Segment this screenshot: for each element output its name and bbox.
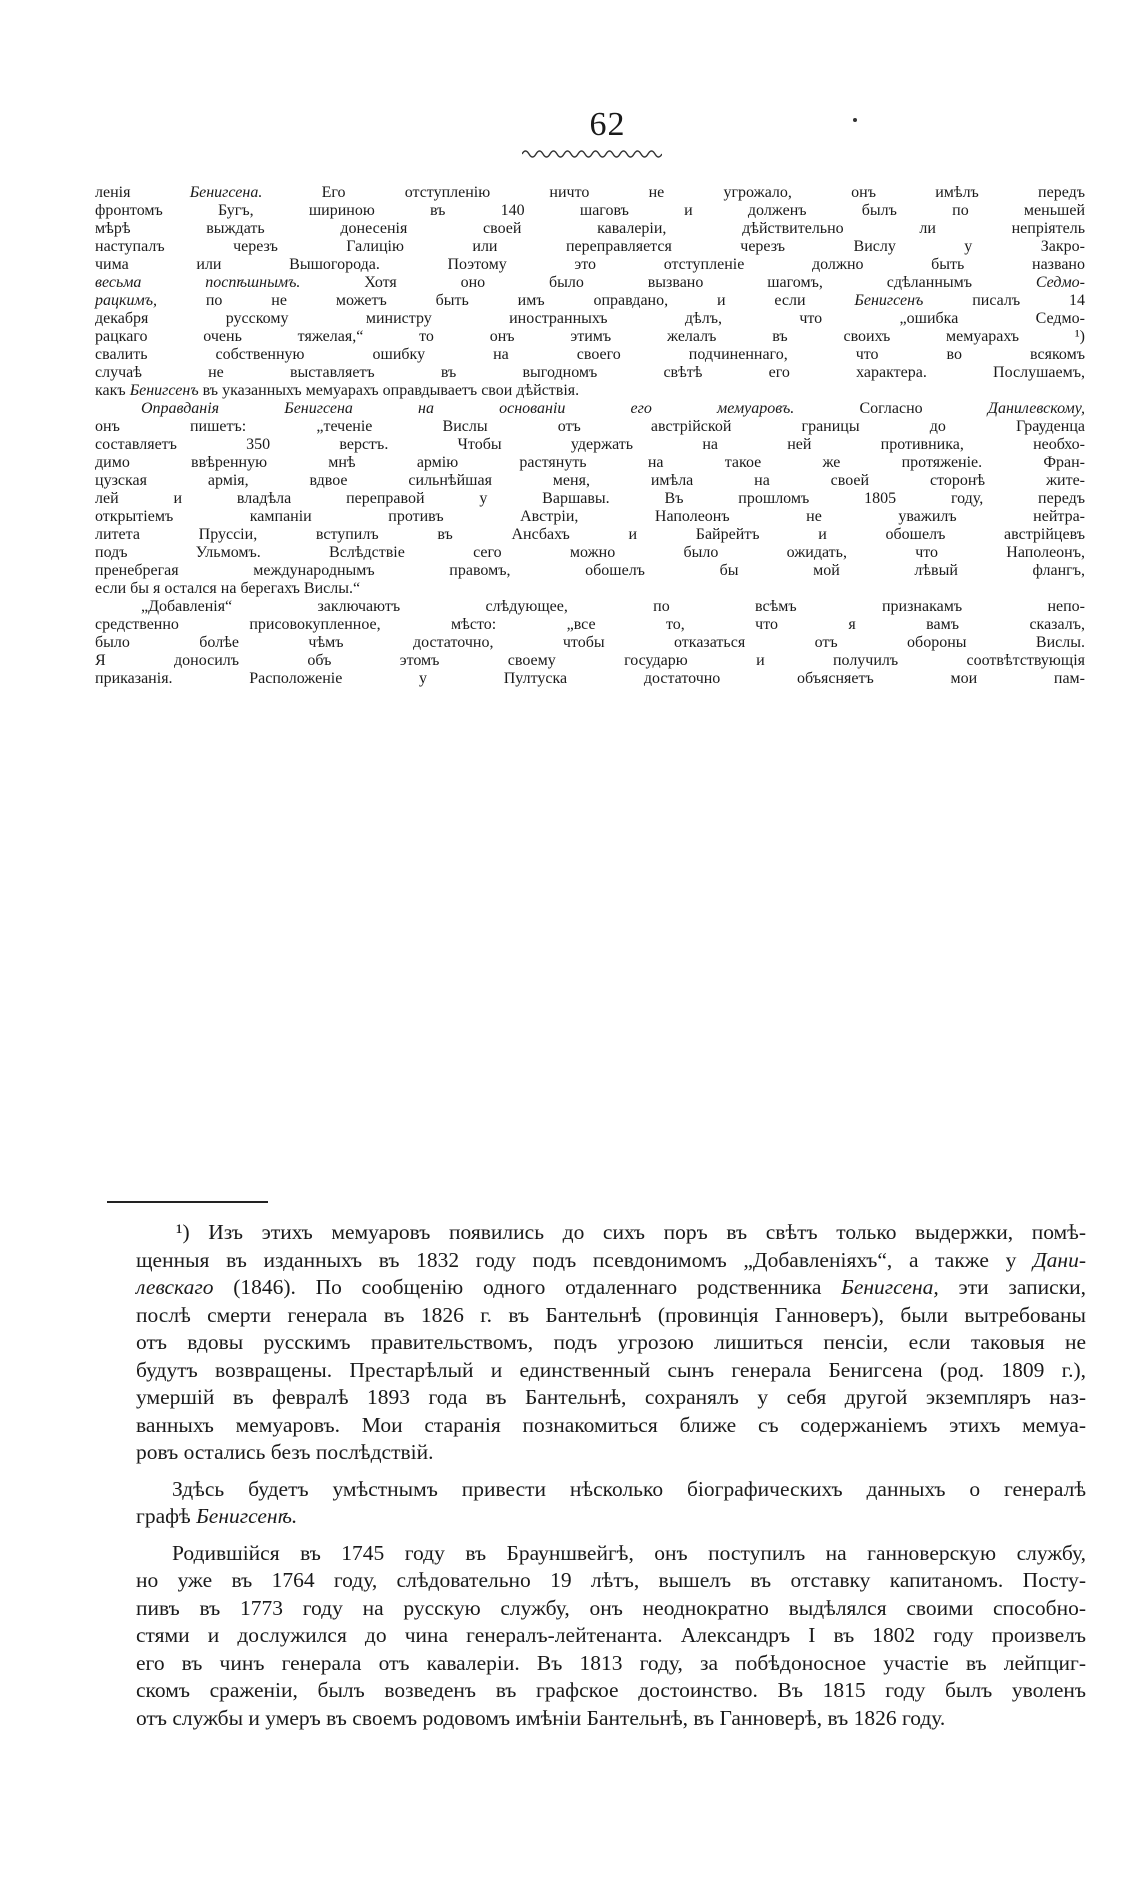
text-run: Я доносилъ объ этомъ своему государю и получилъ соотвѣтствующія (95, 652, 1085, 669)
text-run: средственно присовокупленное, мѣсто: „все то, что я вамъ сказалъ, (95, 616, 1085, 633)
text-run: скомъ сраженіи, былъ возведенъ въ графское достоинство. Въ 1815 году былъ уволенъ (136, 1678, 1086, 1702)
italic-term: Бенигсена. (189, 184, 263, 201)
text-run: декабря русскому министру иностранныхъ дѣлъ, что „ошибка Седмо- (95, 310, 1085, 327)
text-run: случаѣ не выставляетъ въ выгодномъ свѣтѣ его характера. Послушаемъ, (95, 364, 1085, 381)
text-run: рацкаго очень тяжелая,“ то онъ этимъ желалъ въ своихъ мемуарахъ ¹) (95, 328, 1085, 345)
text-run: подъ Ульмомъ. Вслѣдствіе сего можно было ожидать, что Наполеонъ, (95, 544, 1085, 561)
text-line (95, 202, 1085, 220)
text-line (95, 544, 1085, 562)
text-run: Согласно (794, 400, 988, 417)
text-run: писалъ 14 (923, 292, 1086, 309)
text-run: „Добавленія“ заключаютъ слѣдующее, по всѣмъ признакамъ непо- (141, 598, 1085, 615)
text-run: пивъ въ 1773 году на русскую службу, онъ неоднократно выдѣлялся своими способно- (136, 1595, 1086, 1620)
text-line (95, 346, 1085, 364)
text-run: (1846). По сообщенію одного отдаленнаго родственника (213, 1275, 842, 1299)
text-run: будутъ возвращены. Престарѣлый и единственный сынъ генерала Бенигсена (род. 1809 г.), (136, 1357, 1086, 1382)
footnote-line (136, 1329, 1086, 1357)
text-run: эти записки, (938, 1275, 1086, 1299)
main-text (95, 184, 1085, 688)
text-line (95, 580, 1085, 598)
footnote-line (136, 1476, 1086, 1504)
footnote-line (136, 1705, 1086, 1733)
text-run: цузская армія, вдвое сильнѣйшая меня, имѣла на своей сторонѣ жите- (95, 472, 1085, 489)
text-line (95, 328, 1085, 346)
footnote-line (136, 1302, 1086, 1330)
text-line (95, 382, 1085, 400)
text-run: онъ пишетъ: „теченіе Вислы отъ австрійской границы до Грауденца (95, 418, 1085, 435)
page-number: 62 (589, 106, 626, 143)
wavy-rule-ornament (522, 148, 662, 160)
text-run: его въ чинъ генерала отъ кавалеріи. Въ 1813 году, за побѣдоносное участіе въ лейпциг- (136, 1650, 1086, 1675)
text-line (95, 598, 1085, 616)
footnote-line (136, 1247, 1086, 1275)
text-run: лей и владѣла переправой у Варшавы. Въ прошломъ 1805 году, передъ (95, 490, 1085, 507)
footnote-line (136, 1650, 1086, 1678)
footnote-line (136, 1622, 1086, 1650)
text-run: въ указанныхъ мемуарахъ оправдываетъ свои дѣйствія. (198, 382, 580, 399)
text-run: если бы я остался на берегахъ Вислы.“ (95, 580, 361, 597)
text-run: Родившійся въ 1745 году въ Брауншвейгѣ, онъ поступилъ на ганноверскую службу, (172, 1540, 1086, 1565)
italic-term: Бенигсенъ (854, 292, 924, 309)
footnote-line (136, 1540, 1086, 1568)
italic-term: левскаго (136, 1275, 214, 1299)
text-run: ¹) Изъ этихъ мемуаровъ появились до сихъ поръ въ свѣтъ только выдержки, помѣ- (176, 1220, 1086, 1244)
text-line (95, 634, 1085, 652)
text-line (95, 238, 1085, 256)
italic-term: весьма поспѣшнымъ. (95, 274, 301, 291)
italic-term: рацкимъ, (95, 292, 157, 309)
text-line (95, 472, 1085, 490)
text-line (95, 310, 1085, 328)
footnote-paragraph (136, 1476, 1086, 1531)
text-run: чима или Вышогорода. Поэтому это отступленіе должно быть названо (95, 256, 1085, 273)
italic-term: Бенигсена, (841, 1275, 939, 1299)
footnote-line (136, 1384, 1086, 1412)
text-run: наступалъ черезъ Галицію или переправляется черезъ Вислу у Закро- (95, 238, 1085, 255)
text-run: приказанія. Расположеніе у Пултуска достаточно объясняетъ мои пам- (95, 670, 1085, 687)
text-run: мѣрѣ выждать донесенія своей кавалеріи, дѣйствительно ли непріятель (95, 220, 1085, 237)
text-line (95, 274, 1085, 292)
text-line (95, 652, 1085, 670)
italic-term: Седмо- (1035, 274, 1085, 291)
text-run: было болѣе чѣмъ достаточно, чтобы отказаться отъ обороны Вислы. (95, 634, 1085, 651)
text-line (95, 292, 1085, 310)
text-run: составляетъ 350 верстъ. Чтобы удержать на ней противника, необхо- (95, 436, 1085, 453)
footnote-line (136, 1595, 1086, 1623)
footnotes (136, 1219, 1086, 1732)
text-line (95, 508, 1085, 526)
text-run: пренебрегая международнымъ правомъ, обошелъ бы мой лѣвый флангъ, (95, 562, 1085, 579)
text-line (95, 436, 1085, 454)
italic-term: Дани- (1032, 1247, 1086, 1272)
text-run: литета Пруссіи, вступилъ въ Ансбахъ и Байрейтъ и обошелъ австрійцевъ (95, 526, 1085, 543)
text-line (95, 418, 1085, 436)
footnote-paragraph (136, 1540, 1086, 1733)
text-run: умершій въ февралѣ 1893 года въ Бантельнѣ, сохранялъ у себя другой экземпляръ наз- (136, 1385, 1086, 1409)
footnote-line (136, 1357, 1086, 1385)
text-line (95, 616, 1085, 634)
footnote-line (136, 1567, 1086, 1595)
text-run: димо ввѣренную мнѣ армію растянуть на такое же протяженіе. Фран- (95, 454, 1085, 471)
text-run: Его отступленію ничто не угрожало, онъ имѣлъ передъ (262, 184, 1086, 201)
text-run: отъ службы и умеръ въ своемъ родовомъ имѣніи Бантельнѣ, въ Ганноверѣ, въ 1826 году. (136, 1705, 946, 1730)
text-run: открытіемъ кампаніи противъ Австріи, Наполеонъ не уважилъ нейтра- (95, 508, 1085, 525)
text-run: Хотя оно было вызвано шагомъ, сдѣланнымъ (300, 274, 1036, 291)
text-line (95, 400, 1085, 418)
text-run: ленія (95, 184, 190, 201)
text-run: отъ вдовы русскимъ правительствомъ, подъ угрозою лишиться пенсіи, если таковыя не (136, 1330, 1086, 1354)
italic-term: Оправданія Бенигсена на основаніи его мемуаровъ. (141, 400, 795, 417)
footnote-line (136, 1503, 1086, 1531)
text-run: свалить собственную ошибку на своего подчиненнаго, что во всякомъ (95, 346, 1085, 363)
text-line (95, 256, 1085, 274)
text-line (95, 220, 1085, 238)
italic-term: Бенигсенъ (129, 382, 199, 399)
text-line (95, 670, 1085, 688)
text-run: графѣ (136, 1504, 197, 1528)
footnote-line (136, 1219, 1086, 1247)
text-line (95, 184, 1085, 202)
text-line (95, 490, 1085, 508)
footnote-line (136, 1439, 1086, 1467)
print-speck (853, 118, 857, 122)
text-run: фронтомъ Бугъ, шириною въ 140 шаговъ и долженъ былъ по меньшей (95, 202, 1085, 219)
text-run: щенныя въ изданныхъ въ 1832 году подъ псевдонимомъ „Добавленіяхъ“, а также у (136, 1247, 1033, 1272)
text-line (95, 526, 1085, 544)
text-run: но уже въ 1764 году, слѣдовательно 19 лѣтъ, вышелъ въ отставку капитаномъ. Посту- (136, 1568, 1086, 1592)
text-run: по не можетъ быть имъ оправдано, и если (157, 292, 855, 309)
footnote-line (136, 1274, 1086, 1302)
text-run: послѣ смерти генерала въ 1826 г. въ Бантельнѣ (провинція Ганноверъ), были вытребованы (136, 1302, 1086, 1327)
text-run: ровъ остались безъ послѣдствій. (136, 1440, 434, 1464)
text-line (95, 364, 1085, 382)
text-run: ванныхъ мемуаровъ. Мои старанія познакомиться ближе съ содержаніемъ этихъ мемуа- (136, 1412, 1086, 1437)
text-line (95, 454, 1085, 472)
italic-term: Данилевскому, (987, 400, 1086, 417)
italic-term: Бенигсенѣ. (196, 1504, 298, 1528)
text-run: Здѣсь будетъ умѣстнымъ привести нѣсколько біографическихъ данныхъ о генералѣ (172, 1476, 1086, 1501)
footnote-line (136, 1677, 1086, 1705)
footnote-separator (107, 1201, 268, 1203)
footnote-paragraph (136, 1219, 1086, 1467)
text-run: стями и дослужился до чина генералъ-лейтенанта. Александръ I въ 1802 году произвелъ (136, 1623, 1086, 1647)
text-line (95, 562, 1085, 580)
footnote-line (136, 1412, 1086, 1440)
text-run: какъ (95, 382, 130, 399)
